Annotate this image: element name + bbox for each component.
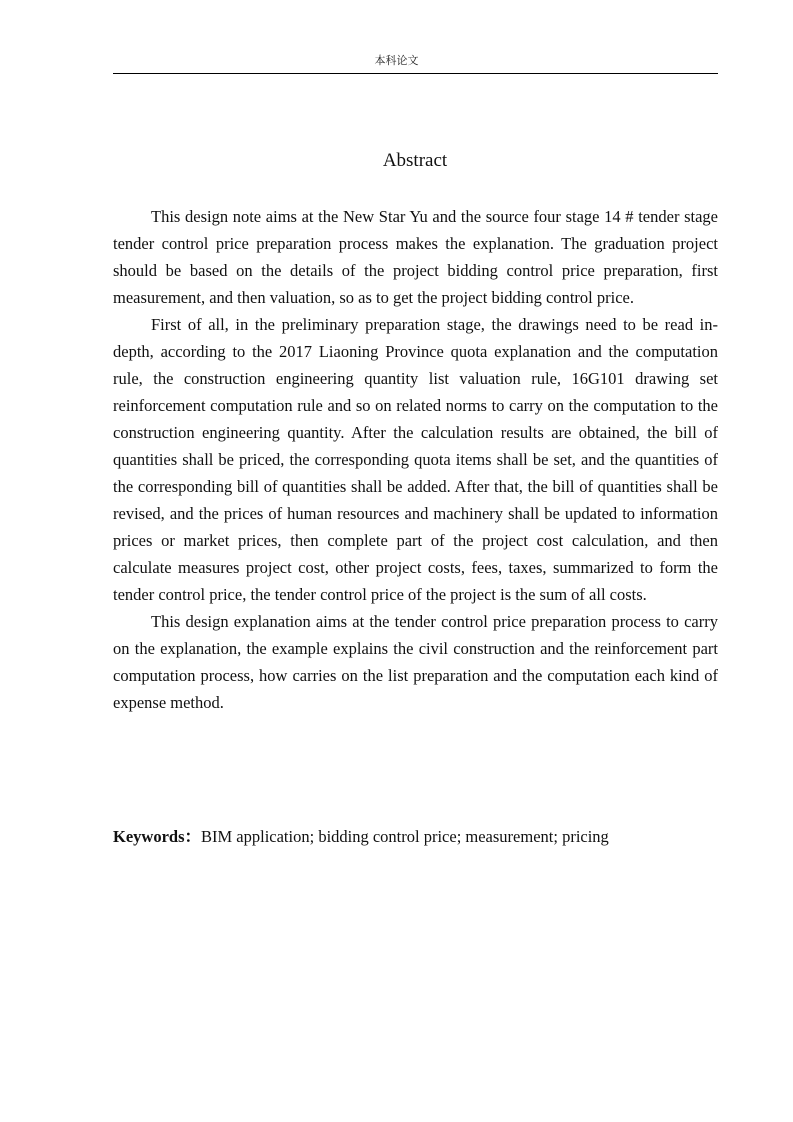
abstract-paragraph-1: This design note aims at the New Star Yu and the source four stage 14 # tender stage tender control price preparation process makes the explanation. The graduation project should be based on the details of the project bidding control price preparation, first measurement, and then valuation, so as to get the project bidding control price. <box>113 207 718 307</box>
abstract-body <box>113 203 718 716</box>
abstract-paragraph-3: This design explanation aims at the tender control price preparation process to carry on the explanation, the example explains the civil construction and the reinforcement part computation process, how carries on the list preparation and the computation each kind of expense method. <box>113 612 718 712</box>
keywords-label: Keywords： <box>113 827 201 846</box>
abstract-title: Abstract <box>382 150 448 171</box>
keywords-line <box>113 823 718 850</box>
running-header: 本科论文 <box>374 54 419 67</box>
keywords-value: BIM application; bidding control price; measurement; pricing <box>201 827 609 846</box>
abstract-paragraph-2: First of all, in the preliminary preparation stage, the drawings need to be read in-depth, according to the 2017 Liaoning Province quota explanation and the computation rule, the construction engineering quantity list valuation rule, 16G101 drawing set reinforcement computation rule and so on related norms to carry on the computation to the construction engineering quantity. After the calculation results are obtained, the bill of quantities shall be priced, the corresponding quota items shall be set, and the quantities of the corresponding bill of quantities shall be added. After that, the bill of quantities shall be revised, and the prices of human resources and machinery shall be updated to information prices or market prices, then complete part of the project cost calculation, and then calculate measures project cost, other project costs, fees, taxes, summarized to form the tender control price, the tender control price of the project is the sum of all costs. <box>113 315 718 604</box>
header-rule <box>113 73 718 74</box>
